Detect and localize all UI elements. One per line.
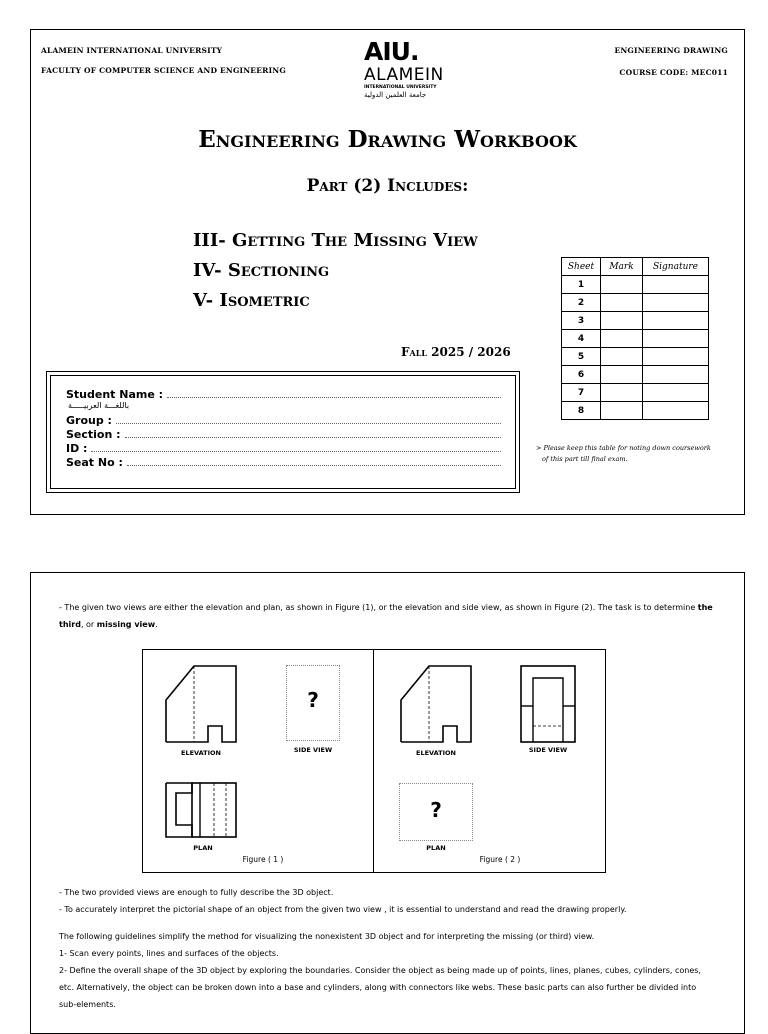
table-header: Signature [643, 258, 709, 276]
logo-name: ALAMEIN [364, 65, 444, 85]
intro-bold: missing view [96, 620, 156, 629]
signature-cell[interactable] [643, 348, 709, 366]
step-text: etc. Alternatively, the object can be broken down into a base and cylinders, along with connectors like webs. These basic parts can also further be divided into [59, 983, 697, 992]
topic-item: III- Getting The Missing View [193, 230, 478, 251]
intro-text: - The given two views are either the elevation and plan, as shown in Figure (1), or the elevation and side view, as shown in Figure (2). The task is to determine [59, 603, 696, 612]
bullet-text: - To accurately interpret the pictorial shape of an object from the given two view , it is essential to understand and read the drawing properly. [59, 905, 627, 914]
figure2-elevation-label: ELEVATION [416, 749, 456, 757]
table-header: Sheet [562, 258, 601, 276]
step-text: 1- Scan every points, lines and surfaces of the objects. [59, 949, 279, 958]
guidelines-text: The following guidelines simplify the method for visualizing the nonexistent 3D object and for interpreting the missing (or third) view. [59, 932, 595, 941]
course-title: ENGINEERING DRAWING [614, 46, 728, 55]
cover-page [30, 29, 745, 515]
seat-field[interactable] [66, 455, 501, 469]
figure1-elevation-drawing [164, 664, 238, 744]
faculty-name: FACULTY OF COMPUTER SCIENCE AND ENGINEERING [41, 66, 286, 75]
question-mark: ? [307, 688, 319, 712]
section-label: Section : [66, 428, 121, 441]
table-row [562, 312, 709, 330]
sheet-number: 5 [562, 348, 601, 366]
sheet-number: 7 [562, 384, 601, 402]
signature-cell[interactable] [643, 294, 709, 312]
sheet-number: 8 [562, 402, 601, 420]
figure1-side-view-placeholder [286, 665, 340, 741]
figure1-elevation-label: ELEVATION [181, 749, 221, 757]
student-name-label: Student Name : [66, 388, 164, 401]
table-row [562, 348, 709, 366]
section-field[interactable] [66, 427, 501, 441]
student-fields [66, 387, 501, 469]
figure2-caption: Figure ( 2 ) [479, 855, 521, 864]
intro-paragraph [59, 599, 724, 633]
signature-cell[interactable] [643, 366, 709, 384]
figure1-plan-label: PLAN [193, 844, 213, 852]
group-label: Group : [66, 414, 112, 427]
figure2-side-view-label: SIDE VIEW [528, 746, 568, 754]
intro-bold: third [59, 620, 81, 629]
mark-cell[interactable] [601, 276, 643, 294]
course-code: COURSE CODE: MEC011 [619, 68, 728, 77]
table-row [562, 330, 709, 348]
step-text: sub-elements. [59, 1000, 116, 1009]
topic-item: V- Isometric [193, 290, 310, 311]
sheet-number: 3 [562, 312, 601, 330]
table-row [562, 276, 709, 294]
content-page [30, 572, 745, 1034]
sheet-number: 2 [562, 294, 601, 312]
figure1-plan-drawing [164, 781, 238, 839]
id-label: ID : [66, 442, 88, 455]
student-name-field[interactable] [66, 387, 501, 401]
mark-cell[interactable] [601, 348, 643, 366]
table-row [562, 294, 709, 312]
section-line[interactable] [125, 437, 501, 438]
question-mark: ? [430, 798, 442, 822]
sheet-number: 6 [562, 366, 601, 384]
group-field[interactable] [66, 413, 501, 427]
university-logo [364, 38, 464, 100]
table-row [562, 384, 709, 402]
id-line[interactable] [91, 451, 501, 452]
university-name: ALAMEIN INTERNATIONAL UNIVERSITY [41, 46, 223, 55]
table-header: Mark [601, 258, 643, 276]
figure1-side-view-label: SIDE VIEW [293, 746, 333, 754]
figure2-elevation-drawing [399, 664, 473, 744]
semester: Fall 2025 / 2026 [401, 345, 511, 359]
table-row [562, 366, 709, 384]
figure-divider [373, 650, 374, 872]
intro-text: , or [80, 620, 95, 629]
mark-cell[interactable] [601, 402, 643, 420]
signature-cell[interactable] [643, 330, 709, 348]
student-name-arabic-label: باللغـــة العربيـــــة [68, 401, 130, 410]
mark-cell[interactable] [601, 384, 643, 402]
table-note-line1: > Please keep this table for noting down coursework [536, 444, 711, 452]
seat-line[interactable] [127, 465, 501, 466]
table-row [562, 402, 709, 420]
sheet-number: 1 [562, 276, 601, 294]
figure1-caption: Figure ( 1 ) [242, 855, 284, 864]
signature-cell[interactable] [643, 312, 709, 330]
logo-subtitle: INTERNATIONAL UNIVERSITY [364, 85, 437, 90]
signature-cell[interactable] [643, 276, 709, 294]
part-heading: Part (2) Includes: [306, 176, 469, 196]
mark-cell[interactable] [601, 366, 643, 384]
intro-text: . [155, 620, 158, 629]
bullet-text: - The two provided views are enough to fully describe the 3D object. [59, 888, 334, 897]
signature-cell[interactable] [643, 384, 709, 402]
student-name-line[interactable] [167, 397, 501, 398]
figures-panel [142, 649, 606, 873]
step-text: 2- Define the overall shape of the 3D object by exploring the boundaries. Consider the object as being made up of points, lines, planes, cubes, cylinders, cones, [59, 966, 701, 975]
mark-cell[interactable] [601, 330, 643, 348]
student-info-box [46, 371, 520, 493]
figure2-plan-placeholder [399, 783, 473, 841]
intro-bold: the [697, 603, 713, 612]
logo-mark: AIU. [364, 37, 419, 66]
id-field[interactable] [66, 441, 501, 455]
signature-cell[interactable] [643, 402, 709, 420]
mark-cell[interactable] [601, 294, 643, 312]
topic-item: IV- Sectioning [193, 260, 330, 281]
figure2-plan-label: PLAN [426, 844, 446, 852]
workbook-title: Engineering Drawing Workbook [198, 126, 577, 153]
logo-arabic: جامعة العلمين الدولية [364, 91, 427, 99]
table-header-row [562, 258, 709, 276]
mark-cell[interactable] [601, 312, 643, 330]
sheet-marks-table [561, 257, 709, 420]
sheet-number: 4 [562, 330, 601, 348]
table-note-line2: of this part till final exam. [542, 455, 628, 463]
seat-label: Seat No : [66, 456, 123, 469]
figure2-side-view-drawing [519, 664, 577, 744]
group-line[interactable] [116, 423, 501, 424]
